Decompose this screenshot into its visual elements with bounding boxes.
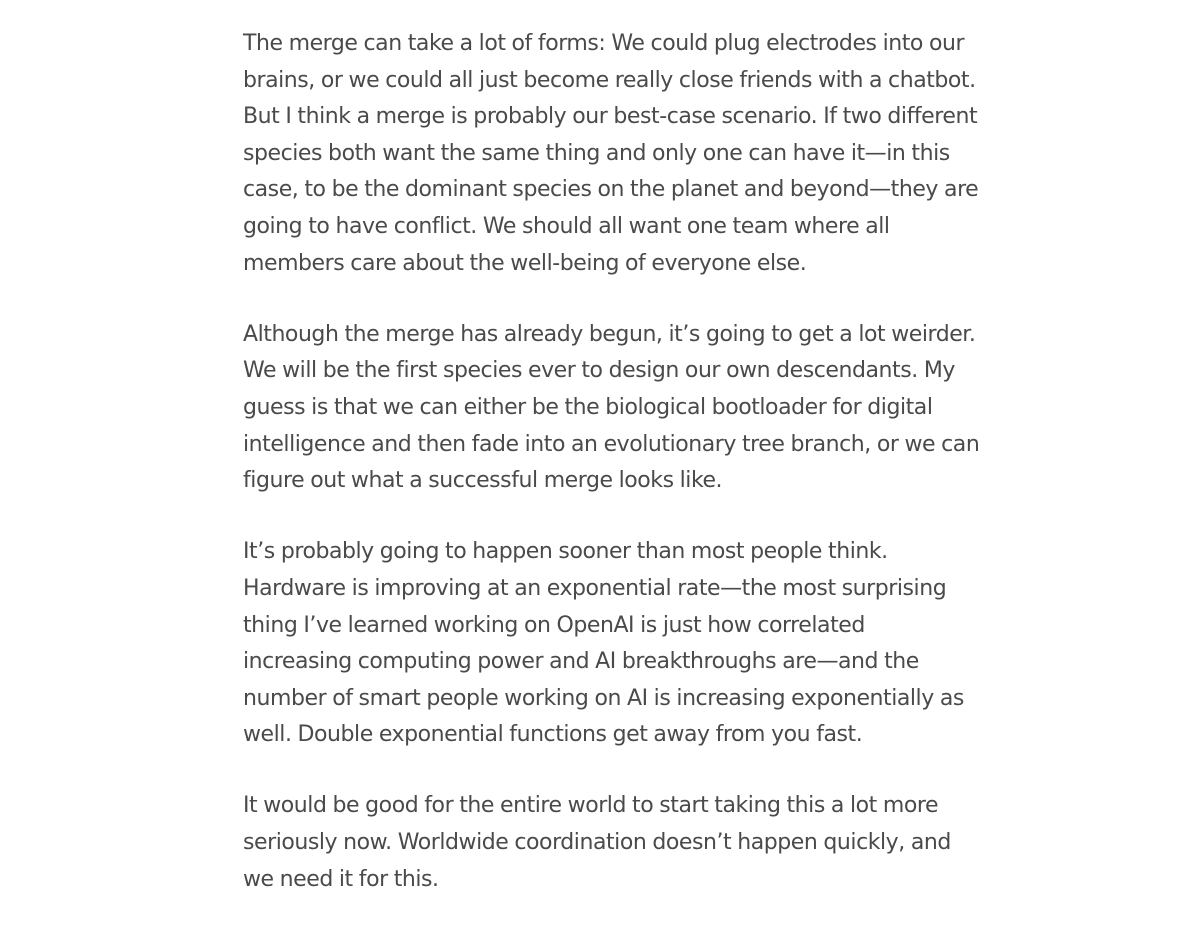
paragraph-merge-forms (243, 26, 979, 282)
text-line: But I think a merge is probably our best-case scenario. If two different (243, 104, 978, 130)
text-line: number of smart people working on AI is increasing exponentially as (243, 685, 964, 711)
text-line: figure out what a successful merge looks like. (243, 468, 723, 494)
paragraph-coordination (243, 788, 973, 898)
text-line: Hardware is improving at an exponential rate—the most surprising (243, 575, 947, 601)
text-line: seriously now. Worldwide coordination doesn’t happen quickly, and (243, 830, 951, 856)
text-line: brains, or we could all just become really close friends with a chatbot. (243, 67, 976, 93)
paragraph-merge-begun (243, 317, 980, 500)
text-line: members care about the well-being of everyone else. (243, 250, 807, 276)
text-line: The merge can take a lot of forms: We could plug electrodes into our (243, 31, 965, 56)
paragraph-sooner (243, 534, 973, 754)
text-line: It’s probably going to happen sooner than most people think. (243, 539, 888, 565)
text-line: intelligence and then fade into an evolutionary tree branch, or we can (243, 431, 980, 457)
text-line: It would be good for the entire world to start taking this a lot more (243, 793, 939, 819)
text-line: guess is that we can either be the biological bootloader for digital (243, 394, 933, 420)
text-line: We will be the first species ever to design our own descendants. My (243, 358, 955, 384)
text-line: increasing computing power and AI breakthroughs are—and the (243, 649, 919, 675)
article-body (243, 26, 980, 898)
text-line: well. Double exponential functions get away from you fast. (243, 722, 863, 748)
text-line: going to have conflict. We should all want one team where all (243, 213, 890, 239)
text-line: species both want the same thing and only one can have it—in this (243, 140, 950, 166)
text-line: Although the merge has already begun, it’s going to get a lot weirder. (243, 321, 976, 347)
text-line: case, to be the dominant species on the planet and beyond—they are (243, 177, 979, 203)
text-line: we need it for this. (243, 866, 439, 892)
text-line: thing I’ve learned working on OpenAI is just how correlated (243, 612, 865, 638)
